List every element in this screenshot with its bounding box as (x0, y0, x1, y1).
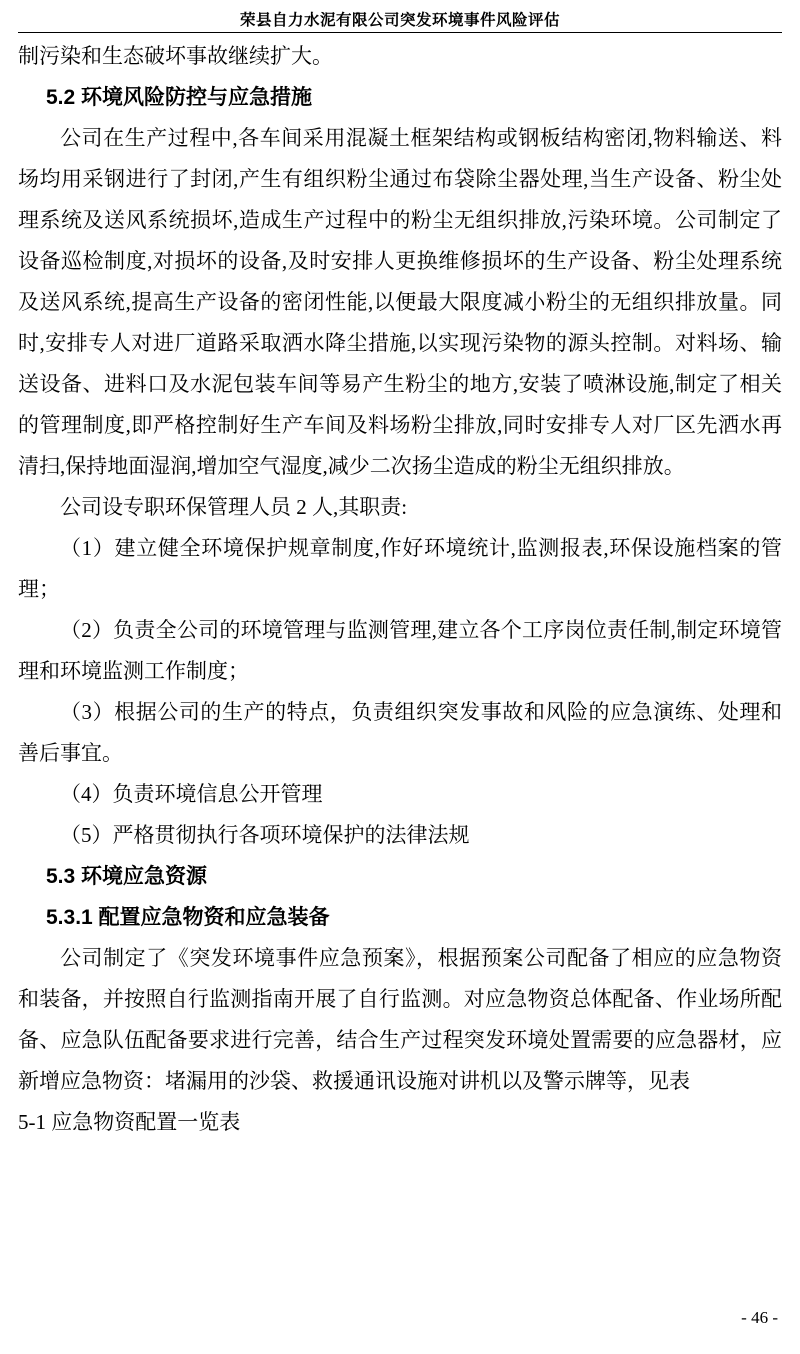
paragraph-emergency-materials: 公司制定了《突发环境事件应急预案》，根据预案公司配备了相应的应急物资和装备，并按照自行监测指南开展了自行监测。对应急物资总体配备、作业场所配备、应急队伍配备要求进行完善，结合生产过程突发环境处置需要的应急器材，应新增应急物资：堵漏用的沙袋、救援通讯设施对讲机以及警示牌等，见表 (18, 946, 782, 1093)
list-item-1: （1）建立健全环境保护规章制度,作好环境统计,监测报表,环保设施档案的管理； (18, 536, 782, 601)
header-divider (18, 32, 782, 33)
page-number: - 46 - (741, 1308, 778, 1327)
paragraph-risk-control: 公司在生产过程中,各车间采用混凝土框架结构或钢板结构密闭,物料输送、料场均用采钢进行了封闭,产生有组织粉尘通过布袋除尘器处理,当生产设备、粉尘处理系统及送风系统损坏,造成生产过程中的粉尘无组织排放,污染环境。公司制定了设备巡检制度,对损坏的设备,及时安排人更换维修损坏的生产设备、粉尘处理系统及送风系统,提高生产设备的密闭性能,以便最大限度减小粉尘的无组织排放量。同时,安排专人对进厂道路采取洒水降尘措施,以实现污染物的源头控制。对料场、输送设备、进料口及水泥包装车间等易产生粉尘的地方,安装了喷淋设施,制定了相关的管理制度,即严格控制好生产车间及料场粉尘排放,同时安排专人对厂区先洒水再清扫,保持地面湿润,增加空气湿度,减少二次扬尘造成的粉尘无组织排放。 (18, 126, 782, 478)
page-header: 荣县自力水泥有限公司突发环境事件风险评估 (239, 12, 560, 29)
heading-5-3-1: 5.3.1 配置应急物资和应急装备 (46, 906, 330, 929)
continuation-paragraph: 制污染和生态破坏事故继续扩大。 (18, 44, 333, 68)
list-item-3: （3）根据公司的生产的特点，负责组织突发事故和风险的应急演练、处理和善后事宜。 (18, 700, 782, 765)
heading-5-2: 5.2 环境风险防控与应急措施 (46, 86, 313, 109)
list-item-2: （2）负责全公司的环境管理与监测管理,建立各个工序岗位责任制,制定环境管理和环境监测工作制度； (18, 618, 782, 683)
paragraph-env-staff: 公司设专职环保管理人员 2 人,其职责: (60, 495, 408, 519)
paragraph-emergency-materials-cont: 5-1 应急物资配置一览表 (18, 1110, 241, 1134)
page-content (18, 36, 782, 1143)
list-item-5: （5）严格贯彻执行各项环境保护的法律法规 (60, 823, 470, 847)
heading-5-3: 5.3 环境应急资源 (46, 865, 208, 888)
list-item-4: （4）负责环境信息公开管理 (60, 782, 323, 806)
